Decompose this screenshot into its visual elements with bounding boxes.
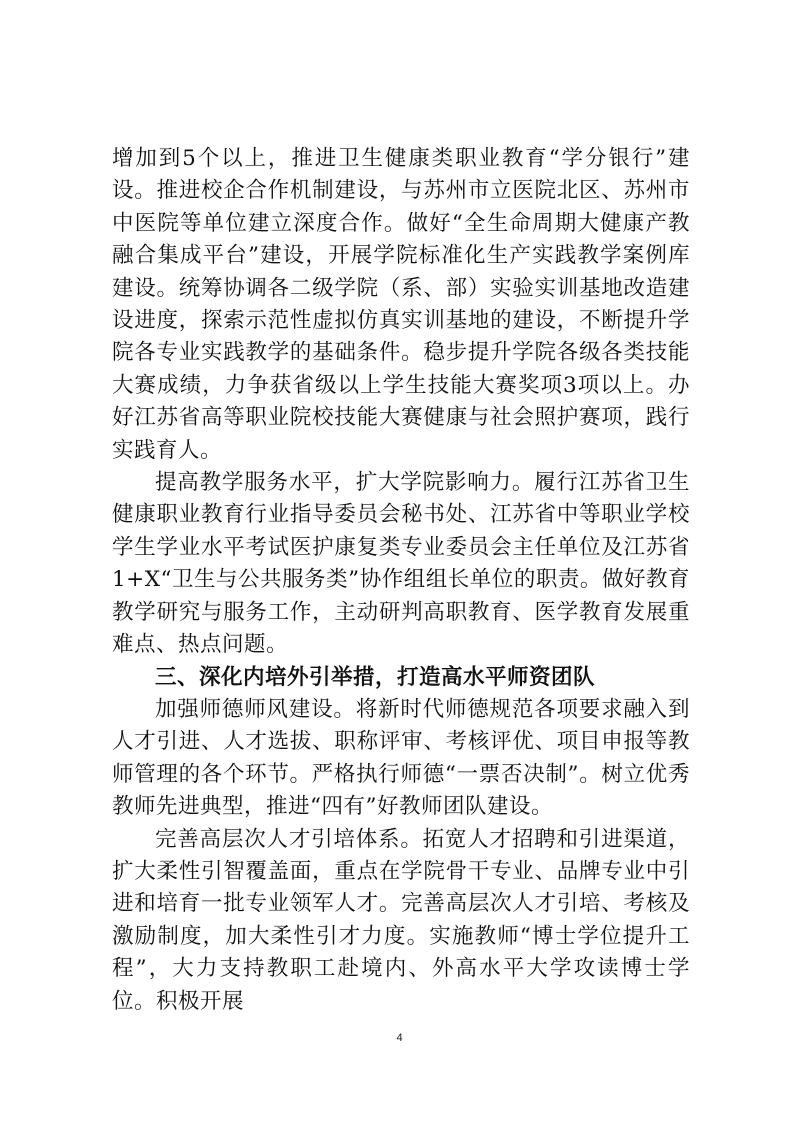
- paragraph-talent-system: 完善高层次人才引培体系。拓宽人才招聘和引进渠道，扩大柔性引智覆盖面，重点在学院骨干专业、品牌专业中引进和培育一批专业领军人才。完善高层次人才引培、考核及激励制度，加大柔性引才力度。实施教师“博士学位提升工程”，大力支持教职工赴境内、外高水平大学攻读博士学位。积极开展: [112, 826, 690, 1014]
- document-body: [112, 143, 690, 1018]
- paragraph-teaching-service: 提高教学服务水平，扩大学院影响力。履行江苏省卫生健康职业教育行业指导委员会秘书处、江苏省中等职业学校学生学业水平考试医护康复类专业委员会主任单位及江苏省 1+X“卫生与公共服务类”协作组组长单位的职责。做好教育教学研究与服务工作，主动研判高职教育、医学教育发展重难点、热点问题。: [112, 470, 690, 658]
- paragraph-teacher-ethics: 加强师德师风建设。将新时代师德规范各项要求融入到人才引进、人才选拔、职称评审、考核评优、项目申报等教师管理的各个环节。严格执行师德“一票否决制”。树立优秀教师先进典型，推进“四有”好教师团队建设。: [112, 696, 690, 820]
- paragraph-continuation: 增加到5个以上，推进卫生健康类职业教育“学分银行”建设。推进校企合作机制建设，与苏州市立医院北区、苏州市中医院等单位建立深度合作。做好“全生命周期大健康产教融合集成平台”建设，开展学院标准化生产实践教学案例库建设。统筹协调各二级学院（系、部）实验实训基地改造建设进度，探索示范性虚拟仿真实训基地的建设，不断提升学院各专业实践教学的基础条件。稳步提升学院各级各类技能大赛成绩，力争获省级以上学生技能大赛奖项3项以上。办好江苏省高等职业院校技能大赛健康与社会照护赛项，践行实践育人。: [112, 146, 690, 463]
- section-heading: 三、深化内培外引举措，打造高水平师资团队: [155, 664, 596, 690]
- page-number: 4: [396, 1032, 403, 1044]
